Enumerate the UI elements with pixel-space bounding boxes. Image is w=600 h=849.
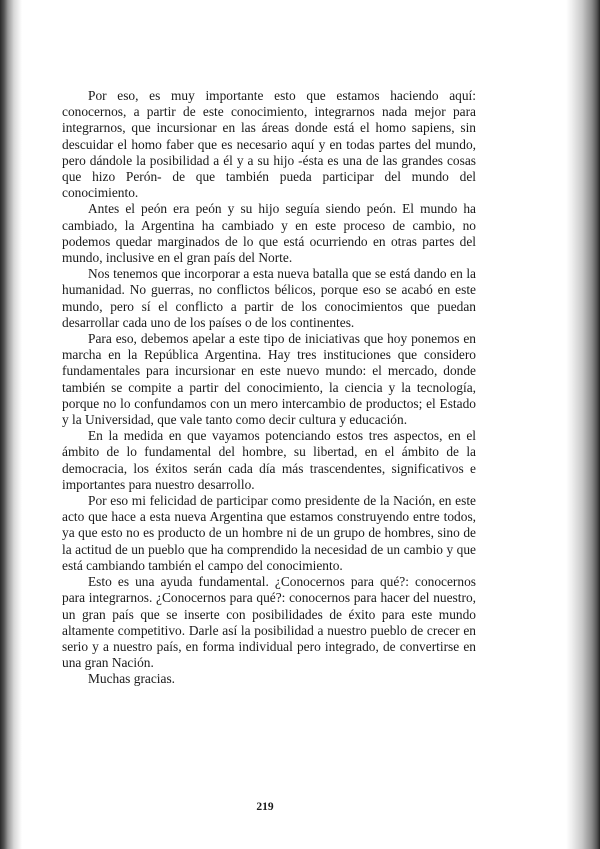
paragraph-3: Nos tenemos que incorporar a esta nueva batalla que se está dando en la humanidad. No guerras, no conflictos bélicos, porque eso se acabó en este mundo, pero sí el conflicto a partir de los conocimientos que puedan desarrollar cada uno de los países o de los continentes.	[62, 266, 476, 330]
paragraph-6: Por eso mi felicidad de participar como presidente de la Nación, en este acto que hace a esta nueva Argentina que estamos construyendo entre todos, ya que esto no es producto de un hombre ni de un grupo de hombres, sino de la actitud de un pueblo que ha comprendido la necesidad de un cambio y que está cambiando también el campo del conocimiento.	[62, 493, 476, 573]
paragraph-7: Esto es una ayuda fundamental. ¿Conocernos para qué?: conocernos para integrarnos. ¿Conocernos para qué?: conocernos para hacer del nuestro, un gran país que se inserte con posibilidades de éxito para este mundo altamente competitivo. Darle así la posibilidad a nuestro pueblo de crecer en serio y a nuestro país, en forma individual pero integrado, de convertirse en una gran Nación.	[62, 574, 476, 671]
paragraph-2: Antes el peón era peón y su hijo seguía siendo peón. El mundo ha cambiado, la Argentina ha cambiado y en este proceso de cambio, no podemos quedar marginados de lo que está ocurriendo en otras partes del mundo, inclusive en el gran país del Norte.	[62, 201, 476, 266]
left-page-edge	[0, 0, 22, 849]
paragraph-4: Para eso, debemos apelar a este tipo de iniciativas que hoy ponemos en marcha en la República Argentina. Hay tres instituciones que considero fundamentales para incursionar en este nuevo mundo: el mercado, donde también se compite a partir del conocimiento, la ciencia y la tecnología, porque no lo confundamos con un mero intercambio de productos; el Estado y la Universidad, que vale tanto como decir cultura y educación.	[62, 331, 476, 428]
right-page-edge	[566, 0, 600, 849]
body-text	[62, 88, 476, 688]
paragraph-1: Por eso, es muy importante esto que estamos haciendo aquí: conocernos, a partir de este conocimiento, integrarnos nada mejor para integrarnos, que incursionar en las áreas donde está el homo sapiens, sin descuidar el homo faber que es necesario aquí y en todas partes del mundo, pero dándole la posibilidad a él y a su hijo -ésta es una de las grandes cosas que hizo Perón- de que también pueda participar del mundo del conocimiento.	[62, 88, 476, 201]
page-number: 219	[256, 801, 274, 813]
paragraph-5: En la medida en que vayamos potenciando estos tres aspectos, en el ámbito de lo fundamental del hombre, su libertad, en el ámbito de la democracia, los éxitos serán cada día más trascendentes, significativos e importantes para nuestro desarrollo.	[62, 428, 476, 492]
paragraph-8: Muchas gracias.	[88, 671, 176, 687]
